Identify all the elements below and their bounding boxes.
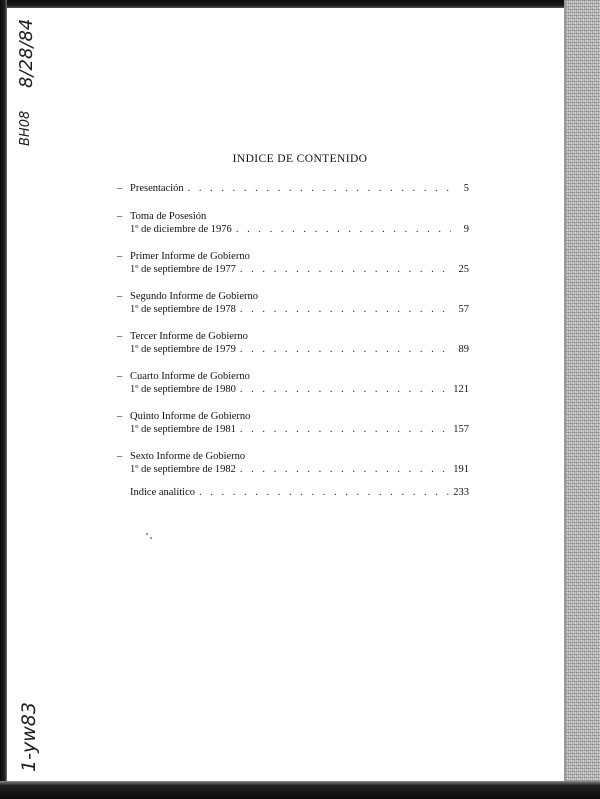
toc-dash: – xyxy=(117,331,123,342)
toc-leader-dots xyxy=(188,182,451,195)
toc-dash: – xyxy=(117,291,123,302)
handwritten-code: BH08 xyxy=(18,110,33,146)
toc-dash: – xyxy=(117,451,123,462)
toc-leader-dots xyxy=(240,383,449,396)
toc-entry-date: 1º de septiembre de 1980 xyxy=(130,384,236,395)
toc-page-number: 233 xyxy=(453,487,469,498)
scan-border-bottom xyxy=(0,781,600,799)
toc-entry-title: Quinto Informe de Gobierno xyxy=(130,411,251,422)
scan-border-right xyxy=(564,0,600,799)
toc-page-number: 121 xyxy=(453,384,469,395)
toc-entry-date: 1º de septiembre de 1982 xyxy=(130,464,236,475)
handwritten-bottom-note: 1-yw83 xyxy=(18,702,40,772)
toc-entry-primer-informe xyxy=(117,250,469,276)
toc-leader-dots xyxy=(199,486,449,499)
toc-leader-dots xyxy=(240,423,449,436)
toc-page-number: 5 xyxy=(463,183,469,194)
scan-speck xyxy=(146,533,148,535)
toc-entry-segundo-informe xyxy=(117,290,469,316)
toc-entry-title: Toma de Posesión xyxy=(130,211,207,222)
toc-leader-dots xyxy=(240,343,451,356)
toc-page-number: 89 xyxy=(458,344,469,355)
toc-dash: – xyxy=(117,411,123,422)
toc-entry-date: 1º de septiembre de 1981 xyxy=(130,424,236,435)
toc-dash: – xyxy=(117,211,123,222)
toc-entry-date: 1º de diciembre de 1976 xyxy=(130,224,232,235)
toc-entry-sexto-informe xyxy=(117,450,469,476)
toc-leader-dots xyxy=(240,303,451,316)
toc-dash: – xyxy=(117,371,123,382)
page-title: INDICE DE CONTENIDO xyxy=(232,153,368,165)
scan-border-right-edge xyxy=(564,0,566,799)
toc-dash: – xyxy=(117,251,123,262)
toc-entry-date: 1º de septiembre de 1978 xyxy=(130,304,236,315)
toc-entry-title: Sexto Informe de Gobierno xyxy=(130,451,246,462)
toc-entry-title: Tercer Informe de Gobierno xyxy=(130,331,248,342)
toc-entry-presentacion xyxy=(117,182,469,195)
toc-entry-cuarto-informe xyxy=(117,370,469,396)
toc-entry-toma-de-posesion xyxy=(117,210,469,236)
toc-entry-title: Presentación xyxy=(130,183,184,194)
toc-dash: – xyxy=(117,183,123,194)
scan-border-top xyxy=(0,0,600,8)
toc-page-number: 157 xyxy=(453,424,469,435)
toc-page-number: 9 xyxy=(463,224,469,235)
toc-page-number: 191 xyxy=(453,464,469,475)
toc-leader-dots xyxy=(240,463,449,476)
table-of-contents xyxy=(117,182,469,499)
toc-page-number: 25 xyxy=(458,264,469,275)
toc-entry-tercer-informe xyxy=(117,330,469,356)
toc-entry-title: Primer Informe de Gobierno xyxy=(130,251,250,262)
toc-entry-date: 1º de septiembre de 1977 xyxy=(130,264,236,275)
toc-entry-quinto-informe xyxy=(117,410,469,436)
toc-page-number: 57 xyxy=(458,304,469,315)
toc-entry-indice-analitico xyxy=(117,486,469,499)
scan-speck xyxy=(150,537,152,539)
handwritten-date: 8/28/84 xyxy=(16,18,37,88)
scan-border-left xyxy=(0,0,7,799)
toc-leader-dots xyxy=(236,223,451,236)
toc-leader-dots xyxy=(240,263,451,276)
toc-entry-title: Indice analítico xyxy=(130,487,196,498)
toc-entry-title: Segundo Informe de Gobierno xyxy=(130,291,259,302)
toc-entry-date: 1º de septiembre de 1979 xyxy=(130,344,236,355)
toc-entry-title: Cuarto Informe de Gobierno xyxy=(130,371,250,382)
